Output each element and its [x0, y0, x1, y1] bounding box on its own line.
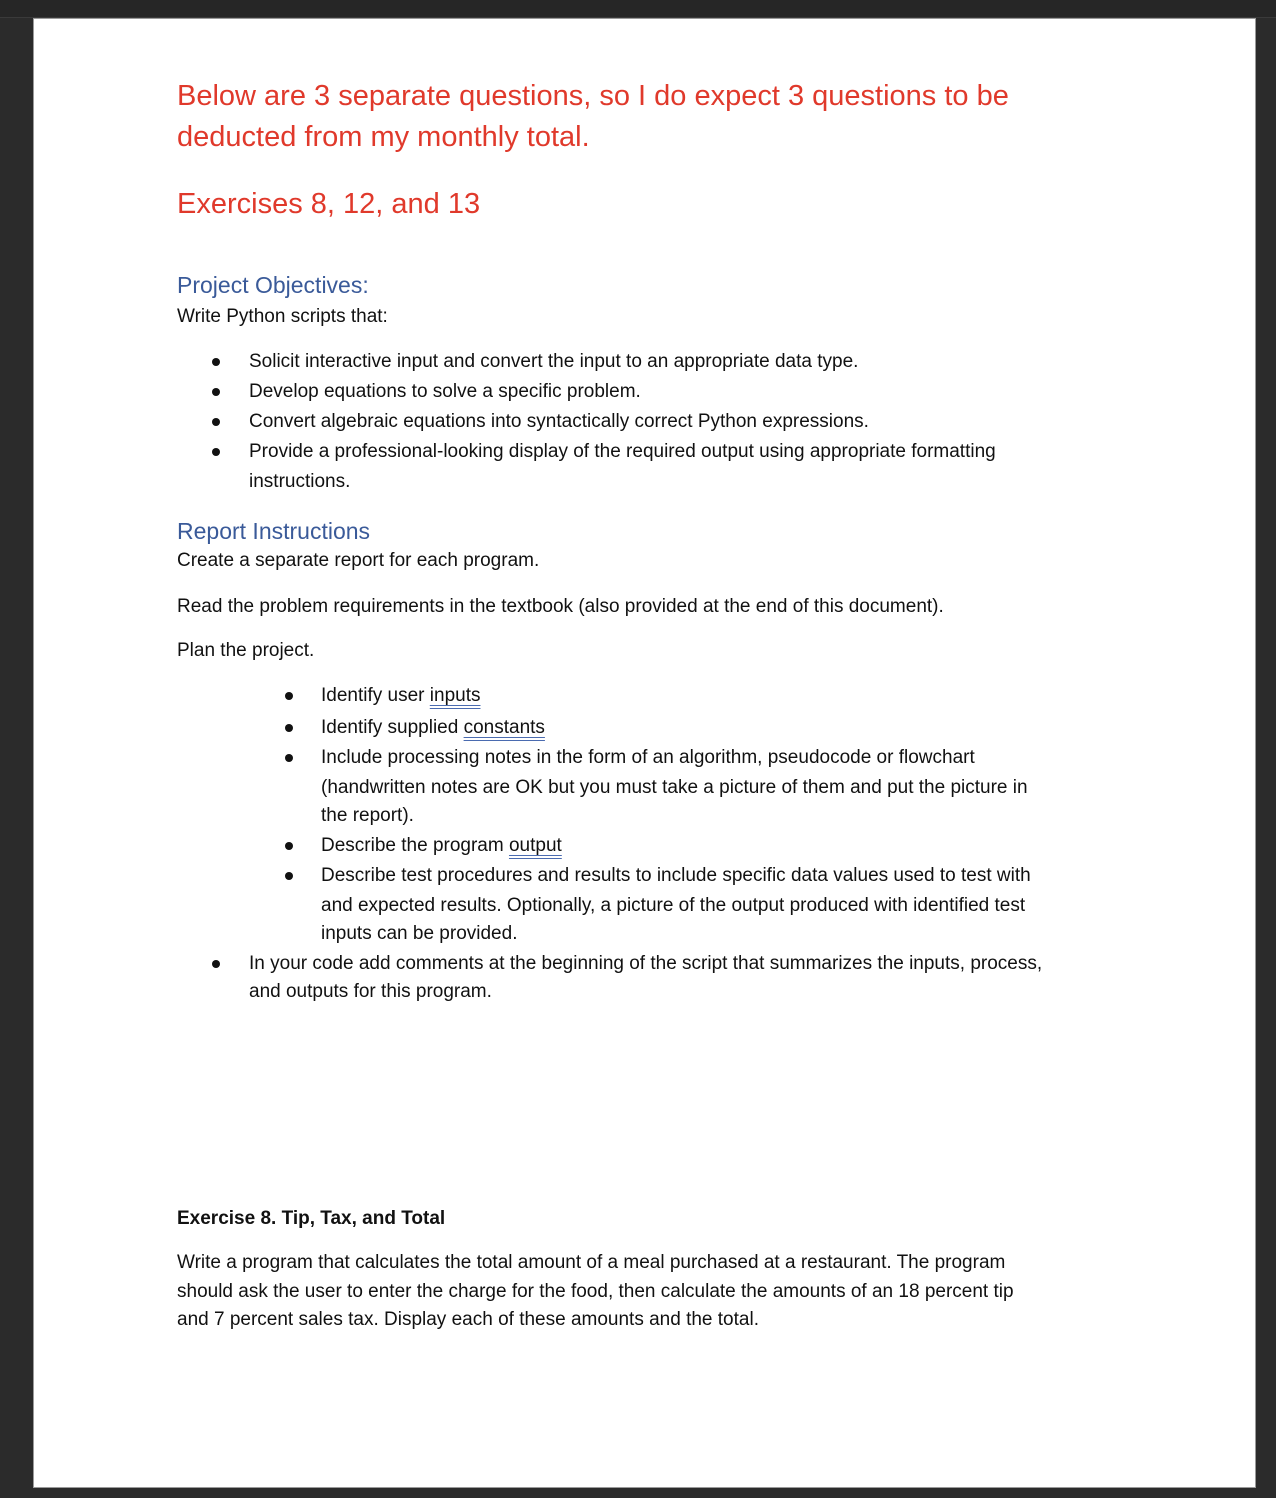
bullet-dot	[285, 724, 293, 732]
code-item-1: In your code add comments at the beginning of the script that summarizes the inputs, process,	[249, 953, 1043, 974]
bullet-dot	[212, 358, 220, 366]
plan-item-test-1: Describe test procedures and results to include specific data values used to test with	[321, 865, 1031, 886]
exercises-line: Exercises 8, 12, and 13	[177, 188, 481, 220]
bullet-dot	[212, 388, 220, 396]
report-paragraph-3: Plan the project.	[177, 640, 315, 661]
code-item-2: and outputs for this program.	[249, 981, 492, 1002]
objective-item-3: Convert algebraic equations into syntactically correct Python expressions.	[249, 411, 869, 432]
plan-item-text: Identify supplied	[321, 717, 464, 738]
plan-item-output	[321, 832, 562, 860]
report-heading: Report Instructions	[177, 518, 371, 544]
objective-item-2: Develop equations to solve a specific problem.	[249, 381, 641, 402]
objectives-heading: Project Objectives:	[177, 272, 369, 298]
plan-item-inputs	[321, 682, 480, 710]
plan-item-processing-3: the report).	[321, 805, 414, 826]
bullet-dot	[212, 960, 220, 968]
report-paragraph-1: Create a separate report for each program.	[177, 550, 540, 571]
exercise-8-line-3: and 7 percent sales tax. Display each of these amounts and the total.	[177, 1309, 759, 1330]
spellcheck-word: constants	[463, 717, 545, 738]
bullet-dot	[212, 418, 220, 426]
exercise-8-line-1: Write a program that calculates the total amount of a meal purchased at a restaurant. The program	[177, 1252, 1006, 1273]
bullet-dot	[285, 754, 293, 762]
plan-item-text: Describe the program	[321, 835, 509, 856]
bullet-dot	[212, 448, 220, 456]
intro-line-1: Below are 3 separate questions, so I do expect 3 questions to be	[177, 80, 1009, 112]
plan-item-processing-1: Include processing notes in the form of an algorithm, pseudocode or flowchart	[321, 747, 975, 768]
spellcheck-word: output	[508, 835, 562, 856]
report-paragraph-2: Read the problem requirements in the textbook (also provided at the end of this document).	[177, 596, 944, 617]
exercise-8-line-2: should ask the user to enter the charge for the food, then calculate the amounts of an 18 percent tip	[177, 1281, 1014, 1302]
plan-item-test-3: inputs can be provided.	[321, 923, 518, 944]
document-page	[33, 18, 1256, 1488]
objective-item-4: Provide a professional-looking display of the required output using appropriate formatting	[249, 441, 996, 462]
bullet-dot	[285, 692, 293, 700]
bullet-dot	[285, 842, 293, 850]
objective-item-1: Solicit interactive input and convert the input to an appropriate data type.	[249, 351, 859, 372]
objectives-lead: Write Python scripts that:	[177, 306, 388, 327]
plan-item-test-2: and expected results. Optionally, a picture of the output produced with identified test	[321, 895, 1026, 916]
exercise-8-title: Exercise 8. Tip, Tax, and Total	[177, 1208, 446, 1229]
plan-item-processing-2: (handwritten notes are OK but you must take a picture of them and put the picture in	[321, 777, 1028, 798]
bullet-dot	[285, 872, 293, 880]
objective-item-4-cont: instructions.	[249, 471, 351, 492]
intro-line-2: deducted from my monthly total.	[177, 121, 590, 153]
plan-item-text: Identify user	[321, 685, 430, 706]
spellcheck-word: inputs	[429, 685, 481, 706]
plan-item-constants	[321, 714, 545, 742]
viewer-top-bar	[0, 0, 1276, 18]
